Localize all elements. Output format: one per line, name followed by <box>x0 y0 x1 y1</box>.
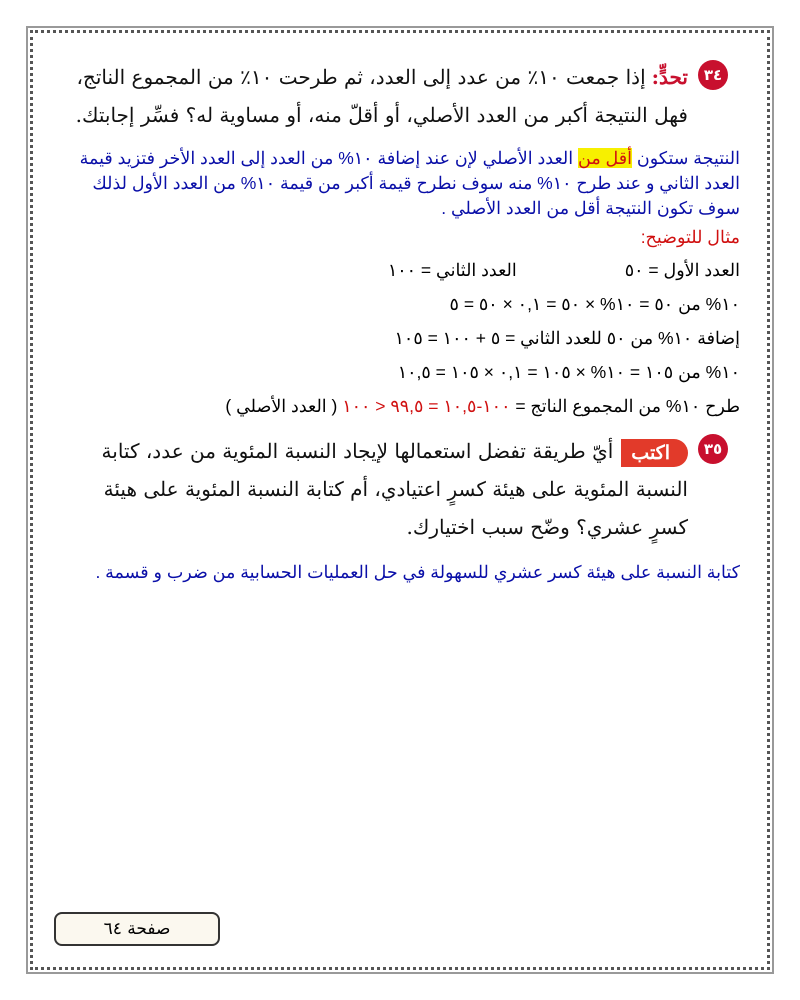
answer-35: كتابة النسبة على هيئة كسر عشري للسهولة في حل العمليات الحسابية من ضرب و قسمة . <box>95 562 740 582</box>
question-number-35: ٣٥ <box>698 434 728 464</box>
example-title: مثال للتوضيح: <box>640 227 740 247</box>
question-number-34: ٣٤ <box>698 60 728 90</box>
second-number: العدد الثاني = ١٠٠ <box>387 260 517 280</box>
calc-line-3: ١٠% من ١٠٥ = ١٠% × ١٠٥ = ٠,١ × ١٠٥ = ١٠,٥ <box>397 362 740 382</box>
example-calculations <box>60 258 740 418</box>
question-35-body: أيّ طريقة تفضل استعمالها لإيجاد النسبة المئوية من عدد، كتابة النسبة المئوية على هيئة كسرٍ اعتيادي، أم كتابة النسبة المئوية على هيئة كسرٍ عشري؟ وضّح سبب اختيارك. <box>101 439 688 539</box>
answer-34 <box>60 146 740 221</box>
answer-34-rest: العدد الأصلي لإن عند إضافة ١٠% من العدد إلى العدد الأخر فتزيد قيمة العدد الثاني و عند طرح ١٠% منه سوف نطرح قيمة أكبر من قيمة ١٠% من العدد الأول لذلك سوف تكون النتيجة أقل من العدد الأصلي . <box>79 148 740 218</box>
question-35-text <box>60 432 688 546</box>
question-34-text <box>60 58 688 134</box>
calc-line-4-result: ١٠٠-١٠,٥ = ٩٩,٥ < ١٠٠ <box>342 396 511 416</box>
calc-line-4 <box>60 394 740 418</box>
calc-line-2: إضافة ١٠% من ٥٠ للعدد الثاني = ٥ + ١٠٠ = ١٠٥ <box>394 328 740 348</box>
calc-line-4-label: طرح ١٠% من المجموع الناتج = <box>510 396 740 416</box>
question-34 <box>60 58 740 134</box>
question-34-body: إذا جمعت ١٠٪ من عدد إلى العدد، ثم طرحت ١٠٪ من المجموع الناتج، فهل النتيجة أكبر من العدد الأصلي، أو أقلّ منه، أو مساوية له؟ فسِّر إجابتك. <box>75 65 688 127</box>
write-tag: اكتب <box>621 439 688 467</box>
page-number-label: صفحة ٦٤ <box>54 912 220 946</box>
first-number: العدد الأول = ٥٠ <box>624 260 740 280</box>
question-35 <box>60 432 740 546</box>
challenge-tag: تحدٍّ: <box>651 65 688 89</box>
answer-34-start: النتيجة ستكون <box>632 148 740 168</box>
answer-34-highlight: أقل من <box>578 148 633 168</box>
calc-line-1: ١٠% من ٥٠ = ١٠% × ٥٠ = ٠,١ × ٥٠ = ٥ <box>449 294 740 314</box>
page-content <box>60 58 740 585</box>
example-numbers <box>60 258 740 282</box>
calc-line-4-note: ( العدد الأصلي ) <box>225 396 343 416</box>
